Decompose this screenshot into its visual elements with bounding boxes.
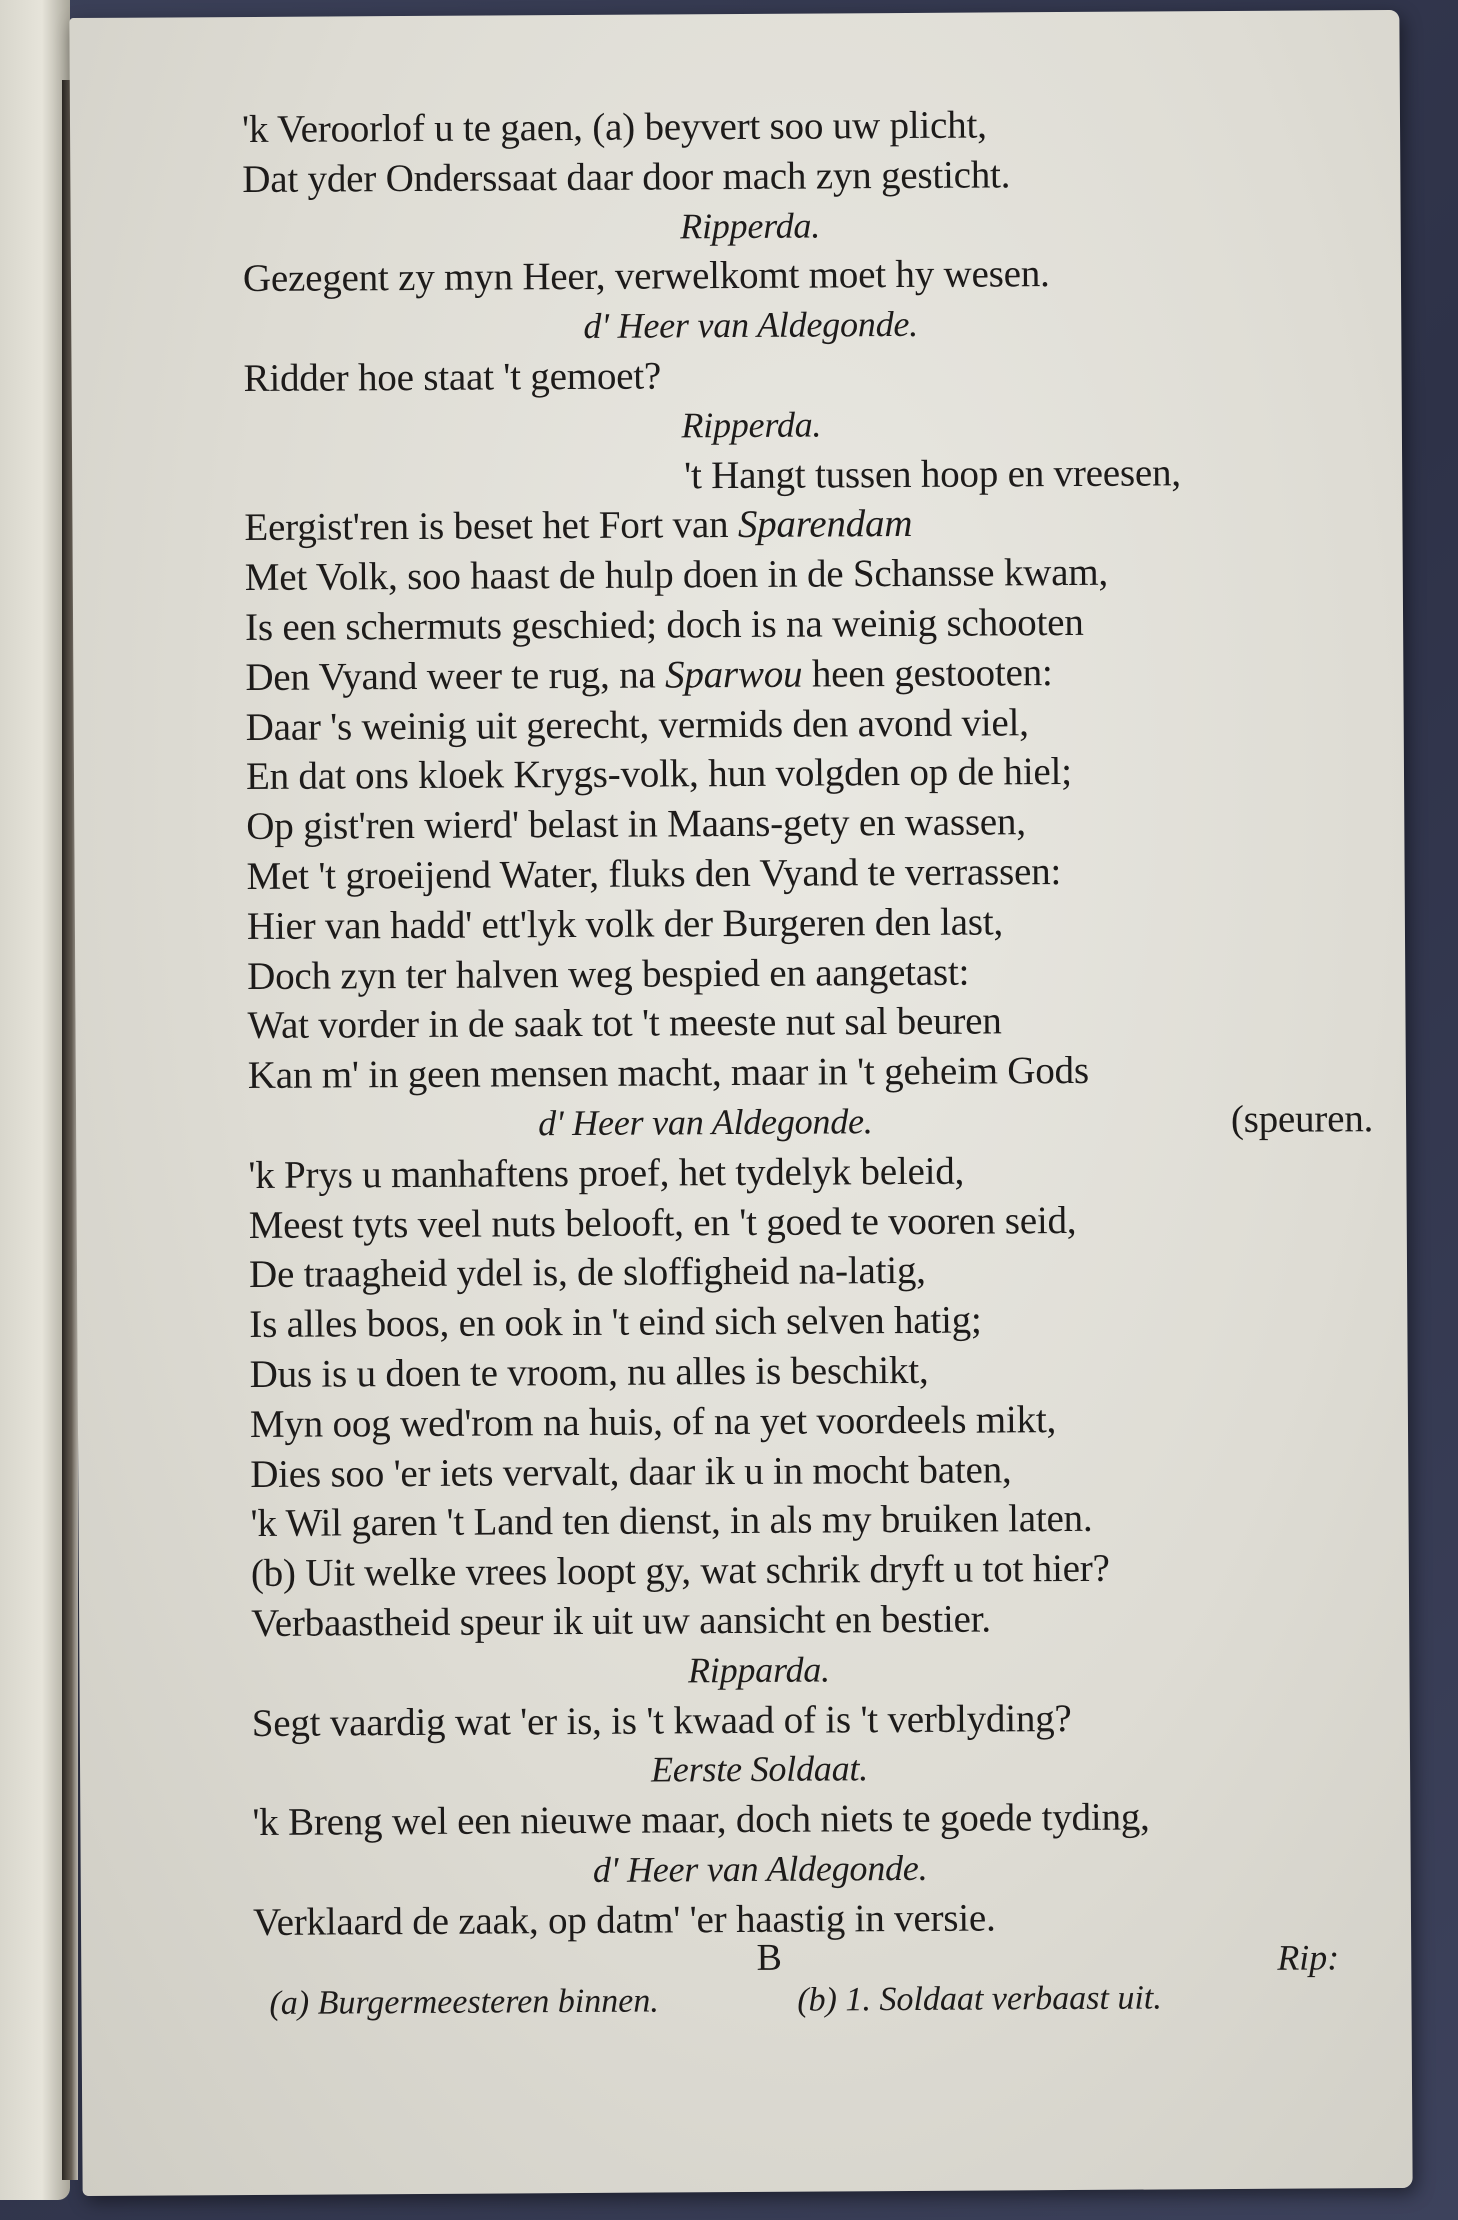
verse-line [247,895,1372,952]
footnotes [269,1936,1379,2023]
line-text: Gezegent zy myn Heer, verwelkomt moet hy wesen. [242,252,1050,301]
verse-line [245,596,1370,653]
verse-line [251,1542,1376,1599]
verse-line [250,1393,1375,1450]
line-text: 'k Breng wel een nieuwe maar, doch niets te goede tyding, [252,1795,1150,1845]
verse-line [247,994,1372,1051]
verse-line [246,845,1371,902]
speaker-name [243,297,1368,354]
line-text: Daar 's weinig uit gerecht, vermids den avond viel, [245,700,1029,749]
speaker-line [248,1094,1373,1151]
line-text: Met Volk, soo haast de hulp doen in de Schansse kwam, [244,550,1109,600]
verse-line [242,98,1367,155]
line-text: Segt vaardig wat 'er is, is 't kwaad of is 't verblyding? [251,1696,1072,1745]
line-text: 'k Wil garen 't Land ten dienst, in als my bruiken laten. [250,1497,1093,1546]
speaker-name: d' Heer van Aldegonde. [537,1101,873,1144]
speaker-name [252,1741,1377,1798]
verse-line [250,1492,1375,1549]
line-text: Meest tyts veel nuts belooft, en 't goed te vooren seid, [248,1198,1077,1247]
speaker-name [243,198,1368,255]
line-text: Ridder hoe staat 't gemoet? [243,354,662,401]
line-text: Dies soo 'er iets vervalt, daar ik u in mocht baten, [250,1447,1012,1496]
footnote-b: (b) 1. Soldaat verbaast uit. [797,1979,1162,2019]
verse-continuation: (speuren. [1230,1097,1374,1141]
catchword: Rip: [1277,1937,1340,1978]
line-text: Met 't groeijend Water, fluks den Vyand te verrassen: [246,849,1062,898]
line-text: Wat vorder in de saak tot 't meeste nut sal beuren [247,999,1002,1048]
line-text: Dat yder Onderssaat daar door mach zyn gesticht. [242,153,1011,201]
verse-line [249,1343,1374,1400]
line-text: 'k Prys u manhaftens proef, het tydelyk beleid, [248,1149,965,1197]
line-text: 'k Veroorlof u te gaen, (a) beyvert soo uw plicht, [241,103,987,152]
speaker-name [251,1642,1376,1699]
line-text: 't Hangt tussen hoop en vreesen, [684,450,1181,497]
verse-line [250,1443,1375,1500]
line-text: Dus is u doen te vroom, nu alles is beschikt, [249,1348,929,1396]
verse-line [246,746,1371,803]
verse-line [249,1243,1374,1300]
line-text: Verklaard de zaak, op datm' 'er haastig in versie. [252,1896,996,1944]
verse-line [245,646,1370,703]
verse-line [243,248,1368,305]
verse-text [242,98,1378,1947]
line-text: Eergist'ren is beset het Fort van [244,503,739,550]
book-page [69,10,1412,2196]
verse-line [249,1293,1374,1350]
line-text: (b) Uit welke vrees loopt gy, wat schrik dryft u tot hier? [250,1546,1110,1596]
verse-line [244,497,1369,554]
line-text: Is een schermuts geschied; doch is na weinig schooten [244,600,1084,649]
line-text: De traagheid ydel is, de sloffigheid na-latig, [248,1249,926,1297]
verse-line [244,447,1369,504]
verse-line [252,1791,1377,1848]
verse-line [251,1592,1376,1649]
line-text: d' Heer van Aldegonde. [592,1847,928,1890]
line-text: En dat ons kloek Krygs-volk, hun volgden op de hiel; [245,750,1072,799]
verse-line [248,1144,1373,1201]
footnote-a: (a) Burgermeesteren binnen. [269,1982,659,2022]
verse-line [248,1044,1373,1101]
verse-line [246,696,1371,753]
verse-line [249,1194,1374,1251]
verse-line [243,347,1368,404]
line-text: Op gist'ren wierd' belast in Maans-gety en wassen, [246,800,1026,849]
line-text: Den Vyand weer te rug, na [245,653,666,699]
line-text: d' Heer van Aldegonde. [583,304,919,347]
line-text: Doch zyn ter halven weg bespied en aangetast: [247,950,970,998]
verse-line [252,1692,1377,1749]
line-text: Kan m' in geen mensen macht, maar in 't geheim Gods [247,1049,1089,1098]
verse-line [246,795,1371,852]
line-text: Ripperda. [680,205,821,246]
facing-page-edge [0,0,70,2200]
line-text: Ripparda. [687,1649,831,1691]
verse-line [247,945,1372,1002]
line-text: Verbaastheid speur ik uit uw aansicht en bestier. [251,1597,991,1645]
line-text-after: heen gestooten: [802,650,1053,696]
line-text: Hier van hadd' ett'lyk volk der Burgeren den last, [246,900,1004,948]
speaker-name [253,1841,1378,1898]
speaker-name [244,397,1369,454]
signature-mark: B [756,1936,783,1979]
line-text: Ripperda. [681,404,822,446]
verse-line [242,148,1367,205]
line-text: Eerste Soldaat. [650,1748,869,1790]
verse-line [245,546,1370,603]
line-text: Is alles boos, en ook in 't eind sich selven hatig; [249,1298,982,1347]
place-name: Sparwou [664,652,803,697]
line-text: Myn oog wed'rom na huis, of na yet voordeels mikt, [249,1397,1057,1446]
place-name: Sparendam [737,502,913,547]
